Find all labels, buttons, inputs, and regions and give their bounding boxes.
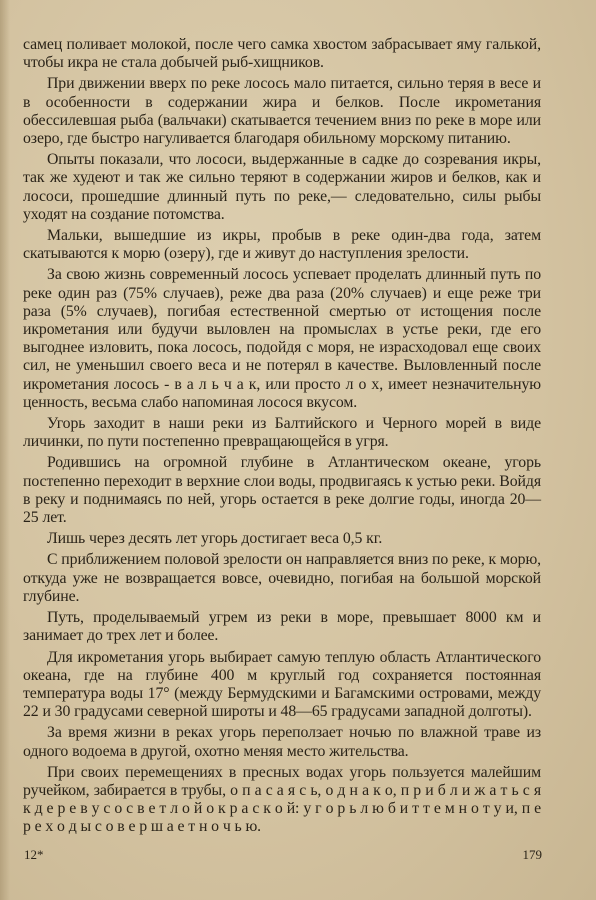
page-footer bbox=[24, 847, 542, 865]
paragraph: За свою жизнь современный лосось успевает проделать длинный путь по реке один раз (75% случаев), реже два раза (20% случаев) и еще реже три раза (5% случаев), погибая естественной смертью от истощения после икрометания или будучи выловлен на промыслах в устье реки, где его выгоднее изловить, пока лосось, подойдя с моря, не израсходовал еще своих сил, не уменьшил своего веса и не потерял в качестве. Выловленный после икрометания лосось - в а л ь ч а к, или просто л о х, имеет незначительную ценность, весьма слабо напоминая лосося вкусом. bbox=[23, 266, 541, 411]
paragraph: При движении вверх по реке лосось мало питается, сильно теряя в весе и в особенности в содержании жира и белков. После икрометания обессилевшая рыба (вальчаки) скатывается течением вниз по реке в море или озеро, где быстро нагуливается благодаря обильному морскому питанию. bbox=[23, 75, 541, 148]
paragraph: При своих перемещениях в пресных водах угорь пользуется малейшим ручейком, забирается в трубы, о п а с а я с ь, о д н а к о, п р и б л и ж а т ь с я к д е р е в у с о с в е т л о й о к р а с к о й: у г о р ь л ю б и т т е м н о т у и, п е р е х о д ы с о в е р ш а е т н о ч ь ю. bbox=[23, 763, 541, 836]
paragraph: Угорь заходит в наши реки из Балтийского и Черного морей в виде личинки, по пути постепенно превращающейся в угря. bbox=[23, 415, 541, 451]
paragraph: С приближением половой зрелости он направляется вниз по реке, к морю, откуда уже не возвращается вовсе, очевидно, погибая на большой морской глубине. bbox=[23, 551, 541, 605]
body-text bbox=[23, 36, 541, 840]
paragraph: За время жизни в реках угорь переползает ночью по влажной траве из одного водоема в другой, охотно меняя место жительства. bbox=[23, 724, 541, 760]
paragraph: Для икрометания угорь выбирает самую теплую область Атлантического океана, где на глубине 400 м круглый год сохраняется постоянная температура воды 17° (между Бермудскими и Багамскими островами, между 22 и 30 градусами северной широты и 48—65 градусами западной долготы). bbox=[23, 648, 541, 721]
paragraph: Опыты показали, что лососи, выдержанные в садке до созревания икры, так же худеют и так же сильно теряют в содержании жиров и белков, как и лососи, прошедшие длинный путь по реке,— следовательно, силы рыбы уходят на создание потомства. bbox=[23, 151, 541, 223]
paragraph: Лишь через десять лет угорь достигает веса 0,5 кг. bbox=[47, 530, 383, 548]
page-number: 179 bbox=[522, 847, 542, 862]
paragraph: Родившись на огромной глубине в Атлантическом океане, угорь постепенно переходит в верхние слои воды, продвигаясь к устью реки. Войдя в реку и поднимаясь по ней, угорь остается в реке долгие годы, иногда 20—25 лет. bbox=[23, 454, 541, 527]
printer-signature: 12* bbox=[24, 847, 44, 862]
paragraph: самец поливает молокой, после чего самка хвостом забрасывает яму галькой, чтобы икра не стала добычей рыб-хищников. bbox=[23, 36, 541, 72]
paragraph: Путь, проделываемый угрем из реки в море, превышает 8000 км и занимает до трех лет и более. bbox=[23, 609, 541, 645]
page-gutter-shadow bbox=[0, 0, 10, 900]
paragraph: Мальки, вышедшие из икры, пробыв в реке один-два года, затем скатываются к морю (озеру), где и живут до наступления зрелости. bbox=[23, 227, 541, 263]
